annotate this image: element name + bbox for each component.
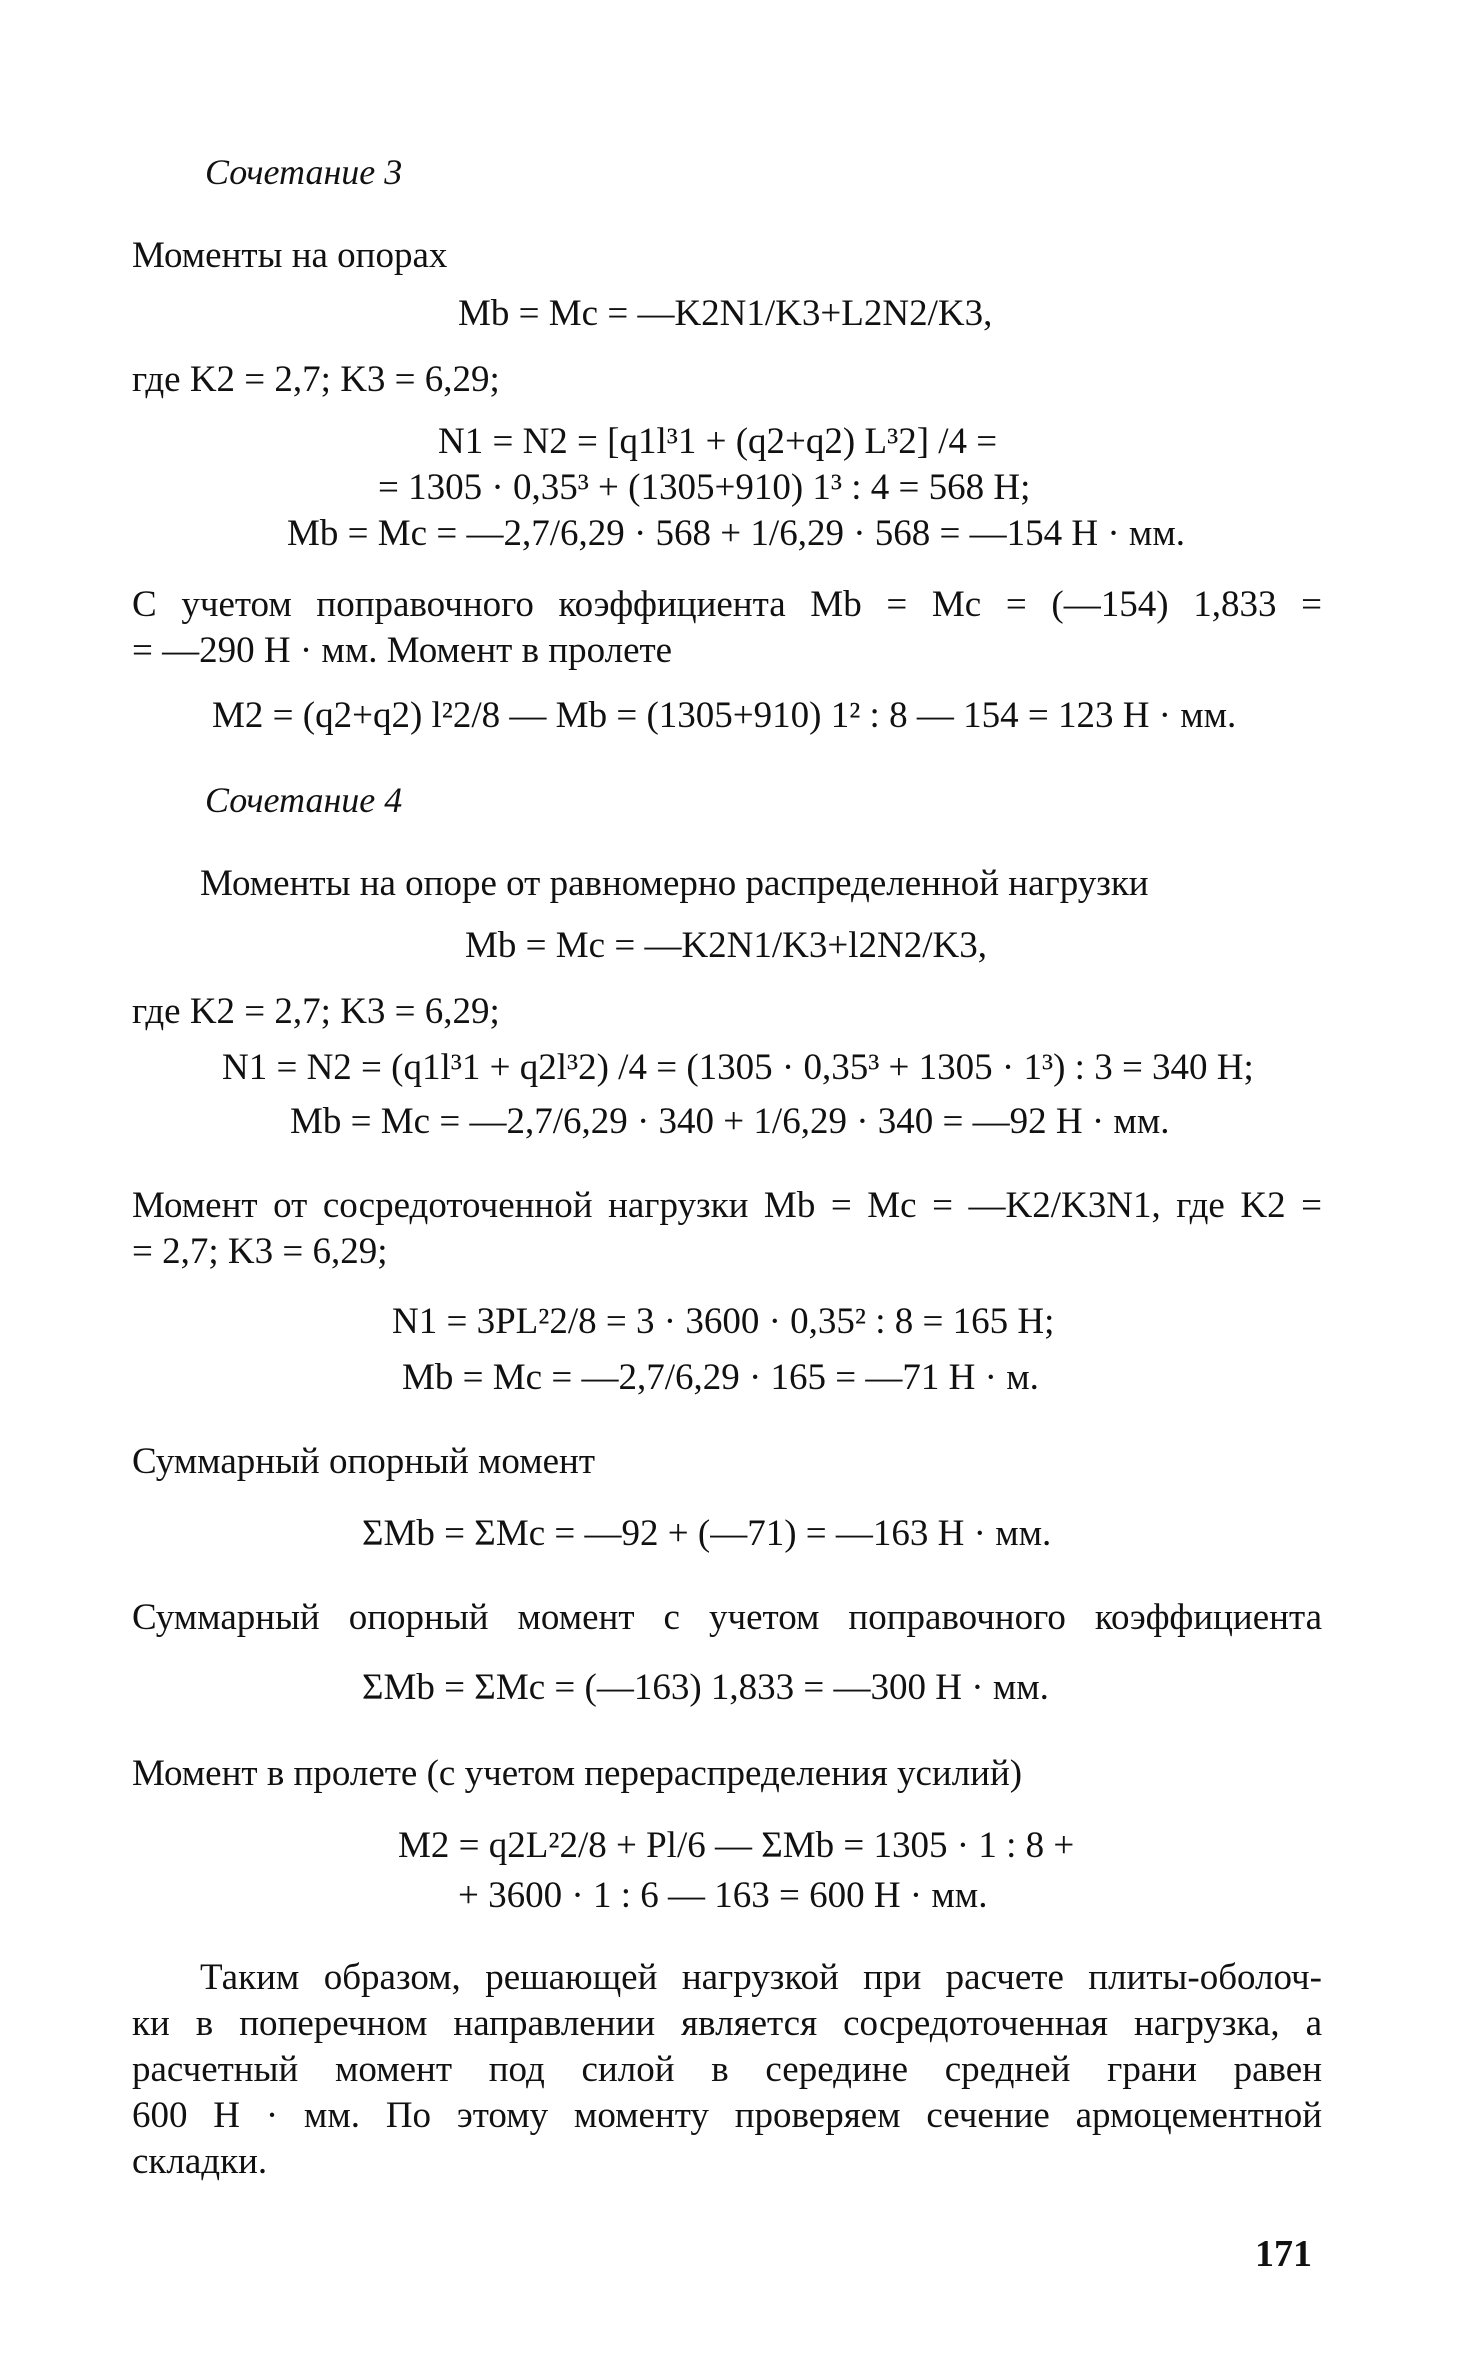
paragraph-line: Момент от сосредоточенной нагрузки Mb = Mc = —K2/K3N1, где K2 =	[132, 1185, 1322, 1226]
formula: = 1305 · 0,35³ + (1305+910) 1³ : 4 = 568 Н;	[378, 467, 1031, 508]
paragraph-line: расчетный момент под силой в середине средней грани равен	[132, 2049, 1322, 2090]
formula: N1 = N2 = (q1l³1 + q2l³2) /4 = (1305 · 0,35³ + 1305 · 1³) : 3 = 340 Н;	[222, 1047, 1254, 1088]
paragraph-line: Моменты на опорах	[132, 235, 448, 276]
paragraph-line: ки в поперечном направлении является сосредоточенная нагрузка, а	[132, 2003, 1322, 2044]
paragraph-line: С учетом поправочного коэффициента Mb = Mc = (—154) 1,833 =	[132, 584, 1322, 625]
formula: Mb = Mc = —2,7/6,29 · 568 + 1/6,29 · 568 = —154 Н · мм.	[287, 513, 1186, 554]
paragraph-line: = —290 Н · мм. Момент в пролете	[132, 630, 673, 671]
paragraph-line: Момент в пролете (с учетом перераспределения усилий)	[132, 1753, 1023, 1794]
formula: Mb = Mc = —2,7/6,29 · 340 + 1/6,29 · 340 = —92 Н · мм.	[290, 1101, 1170, 1142]
section-heading-3: Сочетание 3	[205, 152, 403, 192]
paragraph-line: складки.	[132, 2141, 268, 2182]
paragraph-line: где K2 = 2,7; K3 = 6,29;	[132, 991, 500, 1032]
paragraph-line: Таким образом, решающей нагрузкой при расчете плиты-оболоч-	[200, 1957, 1322, 1998]
formula: M2 = (q2+q2) l²2/8 — Mb = (1305+910) 1² : 8 — 154 = 123 Н · мм.	[212, 695, 1237, 736]
paragraph-line: где K2 = 2,7; K3 = 6,29;	[132, 359, 500, 400]
formula: Mb = Mc = —K2N1/K3+L2N2/K3,	[458, 293, 993, 334]
paragraph-line: Суммарный опорный момент	[132, 1441, 596, 1482]
formula: ΣMb = ΣMc = —92 + (—71) = —163 Н · мм.	[362, 1513, 1052, 1554]
paragraph-line: Моменты на опоре от равномерно распределенной нагрузки	[200, 863, 1149, 904]
paragraph-line: 600 Н · мм. По этому моменту проверяем сечение армоцементной	[132, 2095, 1322, 2136]
section-heading-4: Сочетание 4	[205, 780, 403, 820]
formula: ΣMb = ΣMc = (—163) 1,833 = —300 Н · мм.	[362, 1667, 1049, 1708]
page-number: 171	[1255, 2233, 1312, 2275]
formula: Mb = Mc = —K2N1/K3+l2N2/K3,	[465, 925, 988, 966]
formula: Mb = Mc = —2,7/6,29 · 165 = —71 Н · м.	[402, 1357, 1039, 1398]
formula: N1 = 3PL²2/8 = 3 · 3600 · 0,35² : 8 = 165 Н;	[392, 1301, 1055, 1342]
formula: N1 = N2 = [q1l³1 + (q2+q2) L³2] /4 =	[438, 421, 998, 462]
paragraph-line: Суммарный опорный момент с учетом поправочного коэффициента	[132, 1597, 1322, 1638]
formula: + 3600 · 1 : 6 — 163 = 600 Н · мм.	[458, 1875, 988, 1916]
paragraph-line: = 2,7; K3 = 6,29;	[132, 1231, 388, 1272]
formula: M2 = q2L²2/8 + Pl/6 — ΣMb = 1305 · 1 : 8 +	[398, 1825, 1075, 1866]
